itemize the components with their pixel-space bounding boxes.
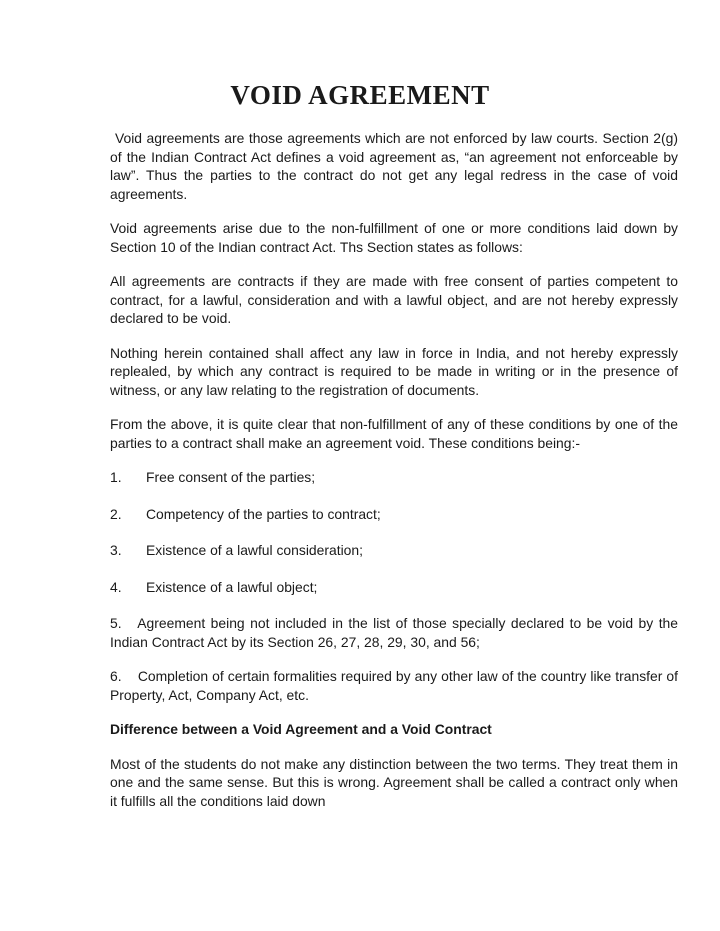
list-item-number: 1. <box>110 469 122 485</box>
list-item-number: 6. <box>110 668 122 684</box>
list-item-number: 4. <box>110 578 122 595</box>
list-item <box>110 468 678 487</box>
section-heading: Difference between a Void Agreement and a Void Contract <box>110 721 492 737</box>
paragraph-closing: Most of the students do not make any distinction between the two terms. They treat them in one and the same sense. But this is wrong. Agreement shall be called a contract only when it fulfills all the conditions laid down <box>110 755 678 809</box>
list-item <box>110 578 678 597</box>
list-item-number: 2. <box>110 505 122 522</box>
paragraph-conditions-intro: From the above, it is quite clear that non-fulfillment of any of these conditions by one of the parties to a contract shall make an agreement void. These conditions being:- <box>110 416 678 451</box>
paragraph-intro: Void agreements are those agreements which are not enforced by law courts. Section 2(g) of the Indian Contract Act defines a void agreement as, “an agreement not enforceable by law”. Thus the parties to the contract do not get any legal redress in the case of void agreements. <box>110 130 678 202</box>
paragraph-section-10: Void agreements arise due to the non-fulfillment of one or more conditions laid down by Section 10 of the Indian contract Act. Ths Section states as follows: <box>110 220 678 255</box>
page-title: VOID AGREEMENT <box>230 80 490 110</box>
document-body <box>110 129 678 826</box>
paragraph-quote-law: Nothing herein contained shall affect any law in force in India, and not hereby expressly replealed, by which any contract is required to be made in writing or in the presence of witness, or any law relating to the registration of documents. <box>110 344 678 398</box>
list-item-number: 3. <box>110 542 122 558</box>
list-item <box>110 614 678 651</box>
list-item-number: 5. <box>110 615 122 631</box>
list-item-text: Agreement being not included in the list of those specially declared to be void by the Indian Contract Act by its Section 26, 27, 28, 29, 30, and 56; <box>110 615 679 650</box>
list-item-text: Existence of a lawful object; <box>146 578 318 595</box>
list-item <box>110 505 678 524</box>
list-item-text: Completion of certain formalities required by any other law of the country like transfer of Property, Act, Company Act, etc. <box>110 668 678 703</box>
paragraph-quote-contracts: All agreements are contracts if they are made with free consent of parties competent to contract, for a lawful, consideration and with a lawful object, and are not hereby expressly declared to be void. <box>110 273 678 326</box>
list-item-text: Free consent of the parties; <box>146 469 316 485</box>
list-item <box>110 541 678 560</box>
list-item <box>110 667 678 704</box>
list-item-text: Competency of the parties to contract; <box>146 505 381 522</box>
list-item-text: Existence of a lawful consideration; <box>146 542 363 558</box>
